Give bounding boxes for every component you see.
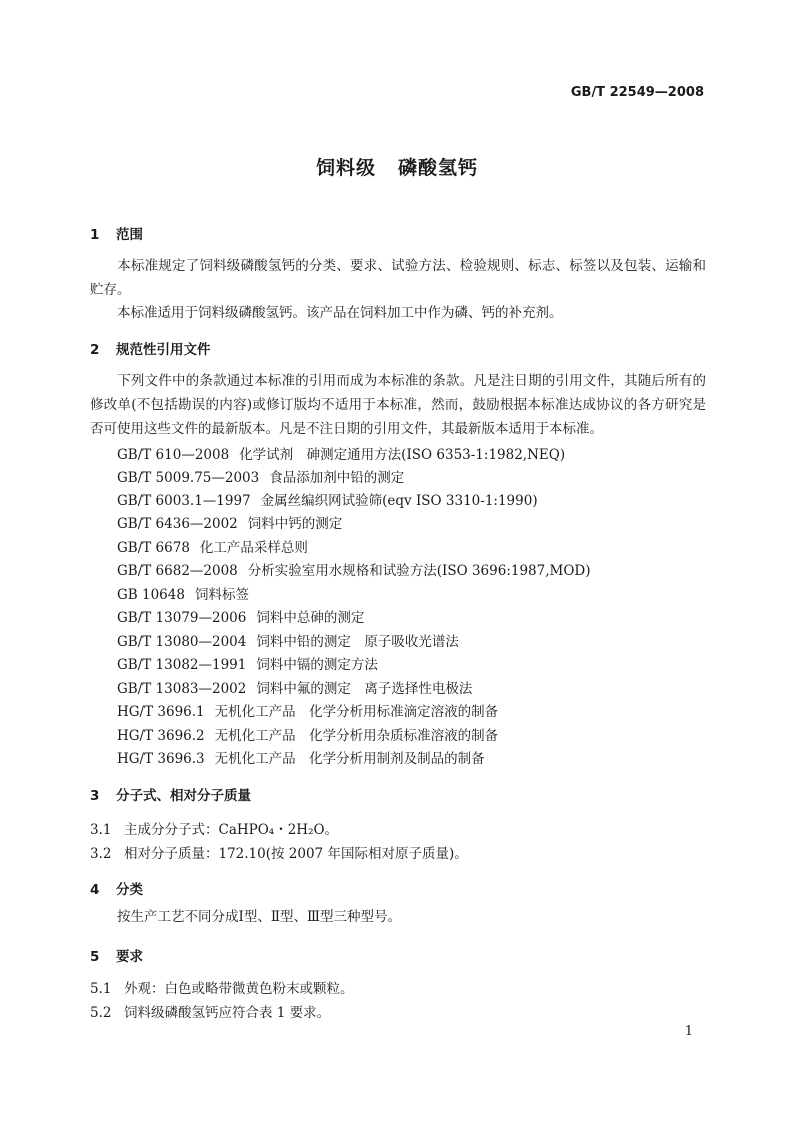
reference-item: GB/T 610—2008 化学试剂 砷测定通用方法(ISO 6353-1:1982,NEQ) (117, 447, 566, 463)
page-number: 1 (684, 1024, 693, 1039)
title-part-1: 饲料级 (315, 157, 376, 179)
section-5-heading (90, 945, 143, 965)
section-1-heading (90, 223, 143, 243)
reference-item: GB/T 13083—2002 饲料中氟的测定 离子选择性电极法 (117, 681, 473, 697)
reference-item: GB/T 6003.1—1997 金属丝编织网试验筛(eqv ISO 3310-1:1990) (117, 493, 538, 509)
reference-item: GB/T 5009.75—2003 食品添加剂中铅的测定 (117, 470, 405, 486)
section-2-heading (90, 338, 211, 358)
reference-item: GB/T 13079—2006 饲料中总砷的测定 (117, 610, 365, 626)
document-title (0, 153, 794, 180)
section-number: 5 (90, 949, 100, 965)
clause-5-2: 5.2 饲料级磷酸氢钙应符合表 1 要求。 (90, 1005, 331, 1021)
reference-item: GB/T 6436—2002 饲料中钙的测定 (117, 516, 343, 532)
section-number: 2 (90, 342, 100, 358)
section-title: 分类 (116, 882, 143, 898)
clause-5-1: 5.1 外观：白色或略带微黄色粉末或颗粒。 (90, 981, 354, 997)
reference-item: GB/T 13082—1991 饲料中镉的测定方法 (117, 657, 378, 673)
standard-code: GB/T 22549—2008 (570, 85, 704, 100)
reference-item: GB/T 6678 化工产品采样总则 (117, 540, 308, 556)
reference-item: HG/T 3696.1 无机化工产品 化学分析用标准滴定溶液的制备 (117, 704, 499, 720)
section-1-paragraph-2: 本标准适用于饲料级磷酸氢钙。该产品在饲料加工中作为磷、钙的补充剂。 (117, 305, 563, 321)
section-number: 1 (90, 227, 100, 243)
section-title: 要求 (116, 949, 143, 965)
section-number: 3 (90, 788, 100, 804)
reference-item: GB/T 13080—2004 饲料中铅的测定 原子吸收光谱法 (117, 634, 459, 650)
reference-item: HG/T 3696.2 无机化工产品 化学分析用杂质标准溶液的制备 (117, 728, 499, 744)
section-2-paragraph: 下列文件中的条款通过本标准的引用而成为本标准的条款。凡是注日期的引用文件，其随后所有的修改单(不包括勘误的内容)或修订版均不适用于本标准，然而，鼓励根据本标准达成协议的各方研究是否可使用这些文件的最新版本。凡是不注日期的引用文件，其最新版本适用于本标准。 (90, 373, 706, 437)
section-number: 4 (90, 882, 100, 898)
section-title: 规范性引用文件 (116, 342, 211, 358)
section-1-paragraph-1: 本标准规定了饲料级磷酸氢钙的分类、要求、试验方法、检验规则、标志、标签以及包装、运输和贮存。 (90, 258, 706, 298)
reference-item: GB 10648 饲料标签 (117, 587, 249, 603)
reference-item: HG/T 3696.3 无机化工产品 化学分析用制剂及制品的制备 (117, 751, 485, 767)
clause-3-2: 3.2 相对分子质量：172.10(按 2007 年国际相对原子质量)。 (90, 846, 468, 862)
section-3-heading (90, 784, 251, 804)
section-4-paragraph: 按生产工艺不同分成Ⅰ型、Ⅱ型、Ⅲ型三种型号。 (117, 909, 402, 925)
section-title: 分子式、相对分子质量 (116, 788, 251, 804)
title-part-2: 磷酸氢钙 (398, 157, 479, 179)
section-4-heading (90, 878, 143, 898)
clause-3-1: 3.1 主成分分子式：CaHPO₄・2H₂O。 (90, 822, 339, 838)
reference-item: GB/T 6682—2008 分析实验室用水规格和试验方法(ISO 3696:1987,MOD) (117, 563, 591, 579)
section-title: 范围 (116, 227, 143, 243)
